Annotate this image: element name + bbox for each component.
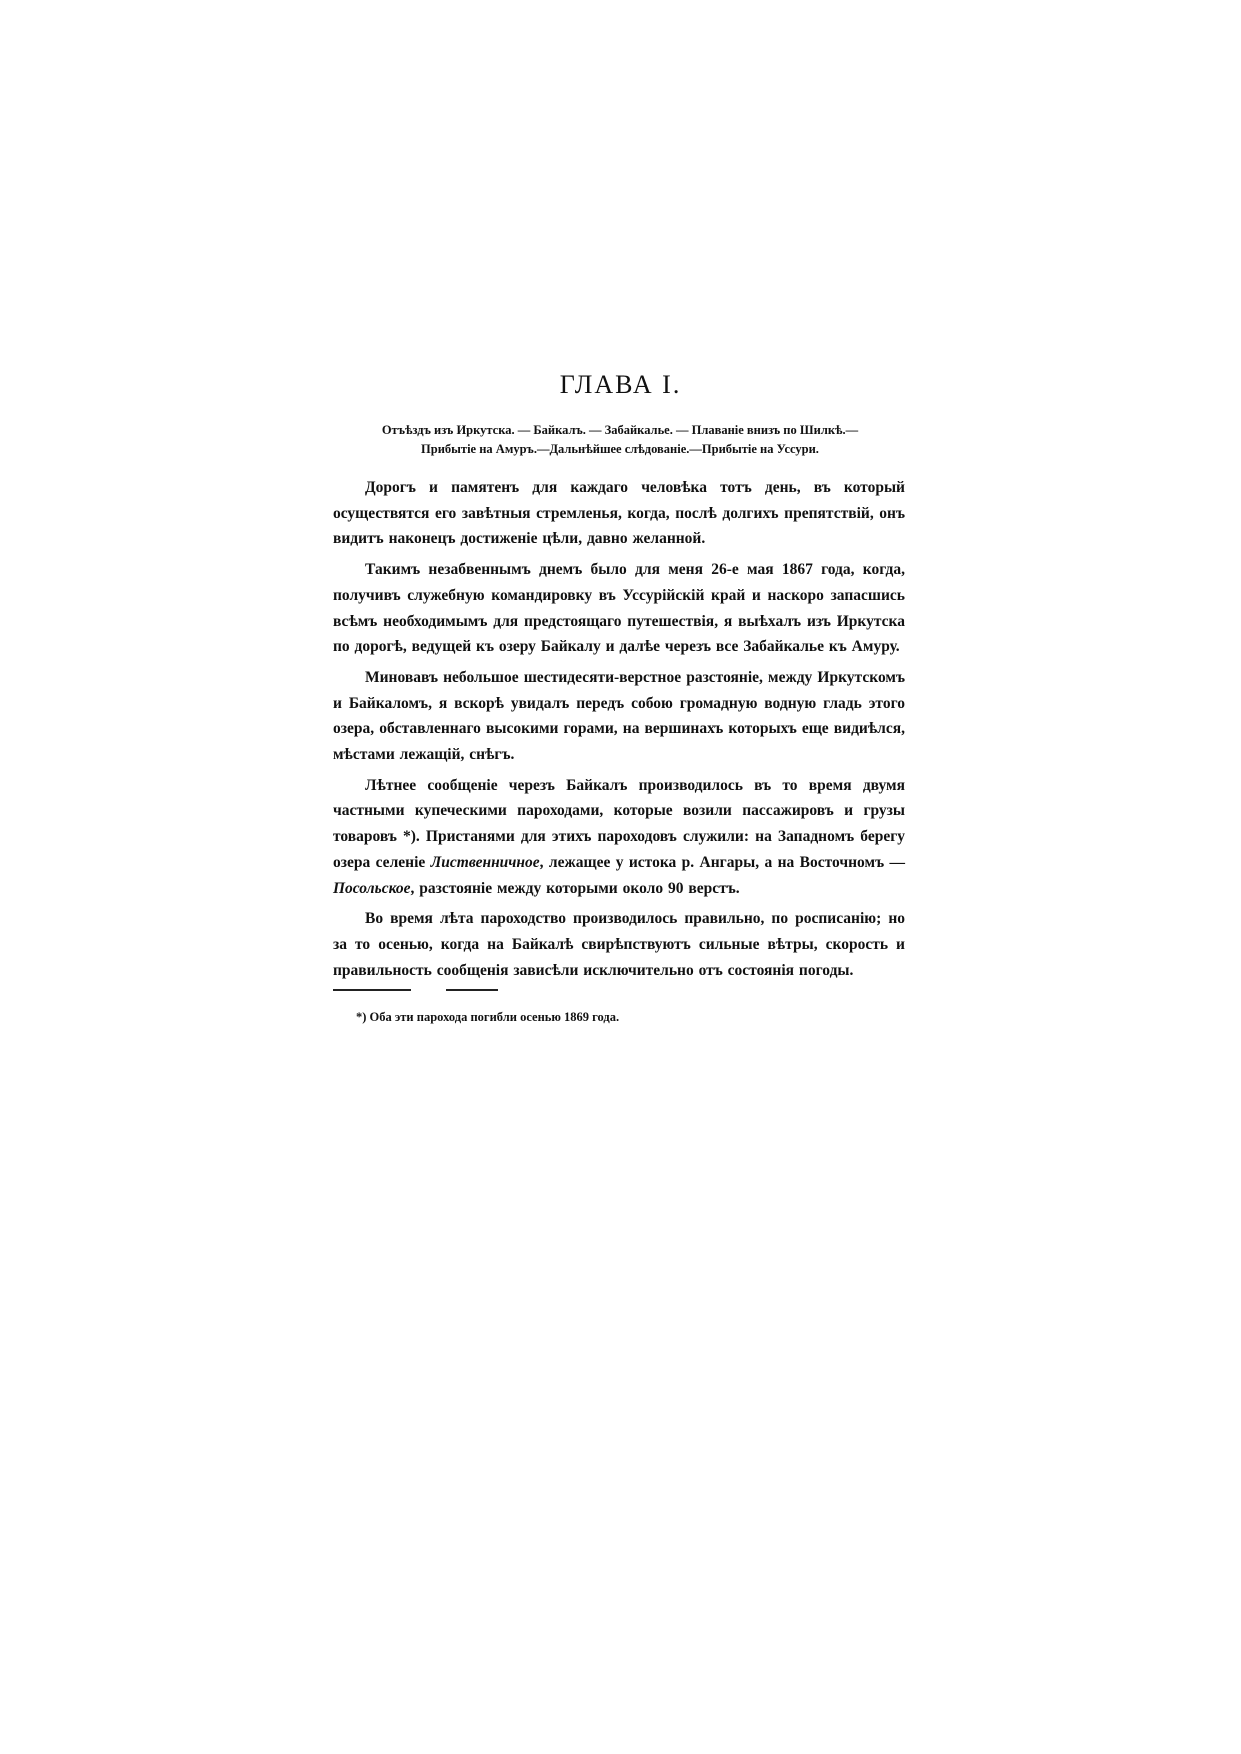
chapter-summary-line: Прибытіе на Амуръ.—Дальнѣйшее слѣдованіе.—Прибытіе на Уссури. (421, 442, 819, 456)
paragraph-text: , лежащее у истока р. Ангары, а на Восточномъ — (539, 853, 905, 871)
paragraph-text: Лѣтнее сообщеніе черезъ Байкалъ производилось въ то время двумя частными купеческими пароходами, которые возили пассажировъ и грузы товаровъ *). Пристанями для этихъ пароходовъ служили: на Западномъ берегу озера селеніе (333, 776, 905, 871)
paragraph-text: , разстояніе между которыми около 90 верстъ. (410, 879, 740, 897)
paragraph: Во время лѣта пароходство производилось правильно, по росписанію; но за то осенью, когда на Байкалѣ свирѣпствуютъ сильные вѣтры, скорость и правильность сообщенія зависѣли исключительно отъ состоянія погоды. (333, 910, 905, 979)
chapter-summary-line: Отъѣздъ изъ Иркутска. — Байкалъ. — Забайкалье. — Плаваніе внизъ по Шилкѣ.— (381, 423, 859, 437)
place-name-west: Лиственничное (430, 853, 540, 871)
paragraph: Миновавъ небольшое шестидесяти-верстное разстояніе, между Иркутскомъ и Байкаломъ, я вскорѣ увидалъ передъ собою громадную водную гладь этого озера, обставленнаго высокими горами, на вершинахъ которыхъ еще видиѣлся, мѣстами лежащій, снѣгъ. (333, 668, 905, 764)
chapter-summary (320, 421, 920, 459)
footnote-divider (333, 989, 411, 991)
chapter-title: ГЛАВА I. (559, 370, 682, 399)
place-name-east: Посольское (333, 879, 411, 897)
paragraph: Дорогъ и памятенъ для каждаго человѣка тотъ день, въ который осуществятся его завѣтныя стремленья, когда, послѣ долгихъ препятствій, онъ видитъ наконецъ достиженіе цѣли, давно желанной. (333, 479, 905, 548)
paragraph: Такимъ незабвеннымъ днемъ было для меня 26-е мая 1867 года, когда, получивъ служебную командировку въ Уссурійскій край и наскоро запасшись всѣмъ необходимымъ для предстоящаго путешествія, я выѣхалъ изъ Иркутска по дорогѣ, ведущей къ озеру Байкалу и далѣе черезъ все Забайкалье къ Амуру. (333, 561, 905, 656)
footnote: *) Оба эти парохода погибли осенью 1869 года. (356, 1010, 620, 1024)
paragraph (333, 773, 905, 902)
footnote-divider (446, 989, 498, 991)
body-text (333, 475, 905, 988)
